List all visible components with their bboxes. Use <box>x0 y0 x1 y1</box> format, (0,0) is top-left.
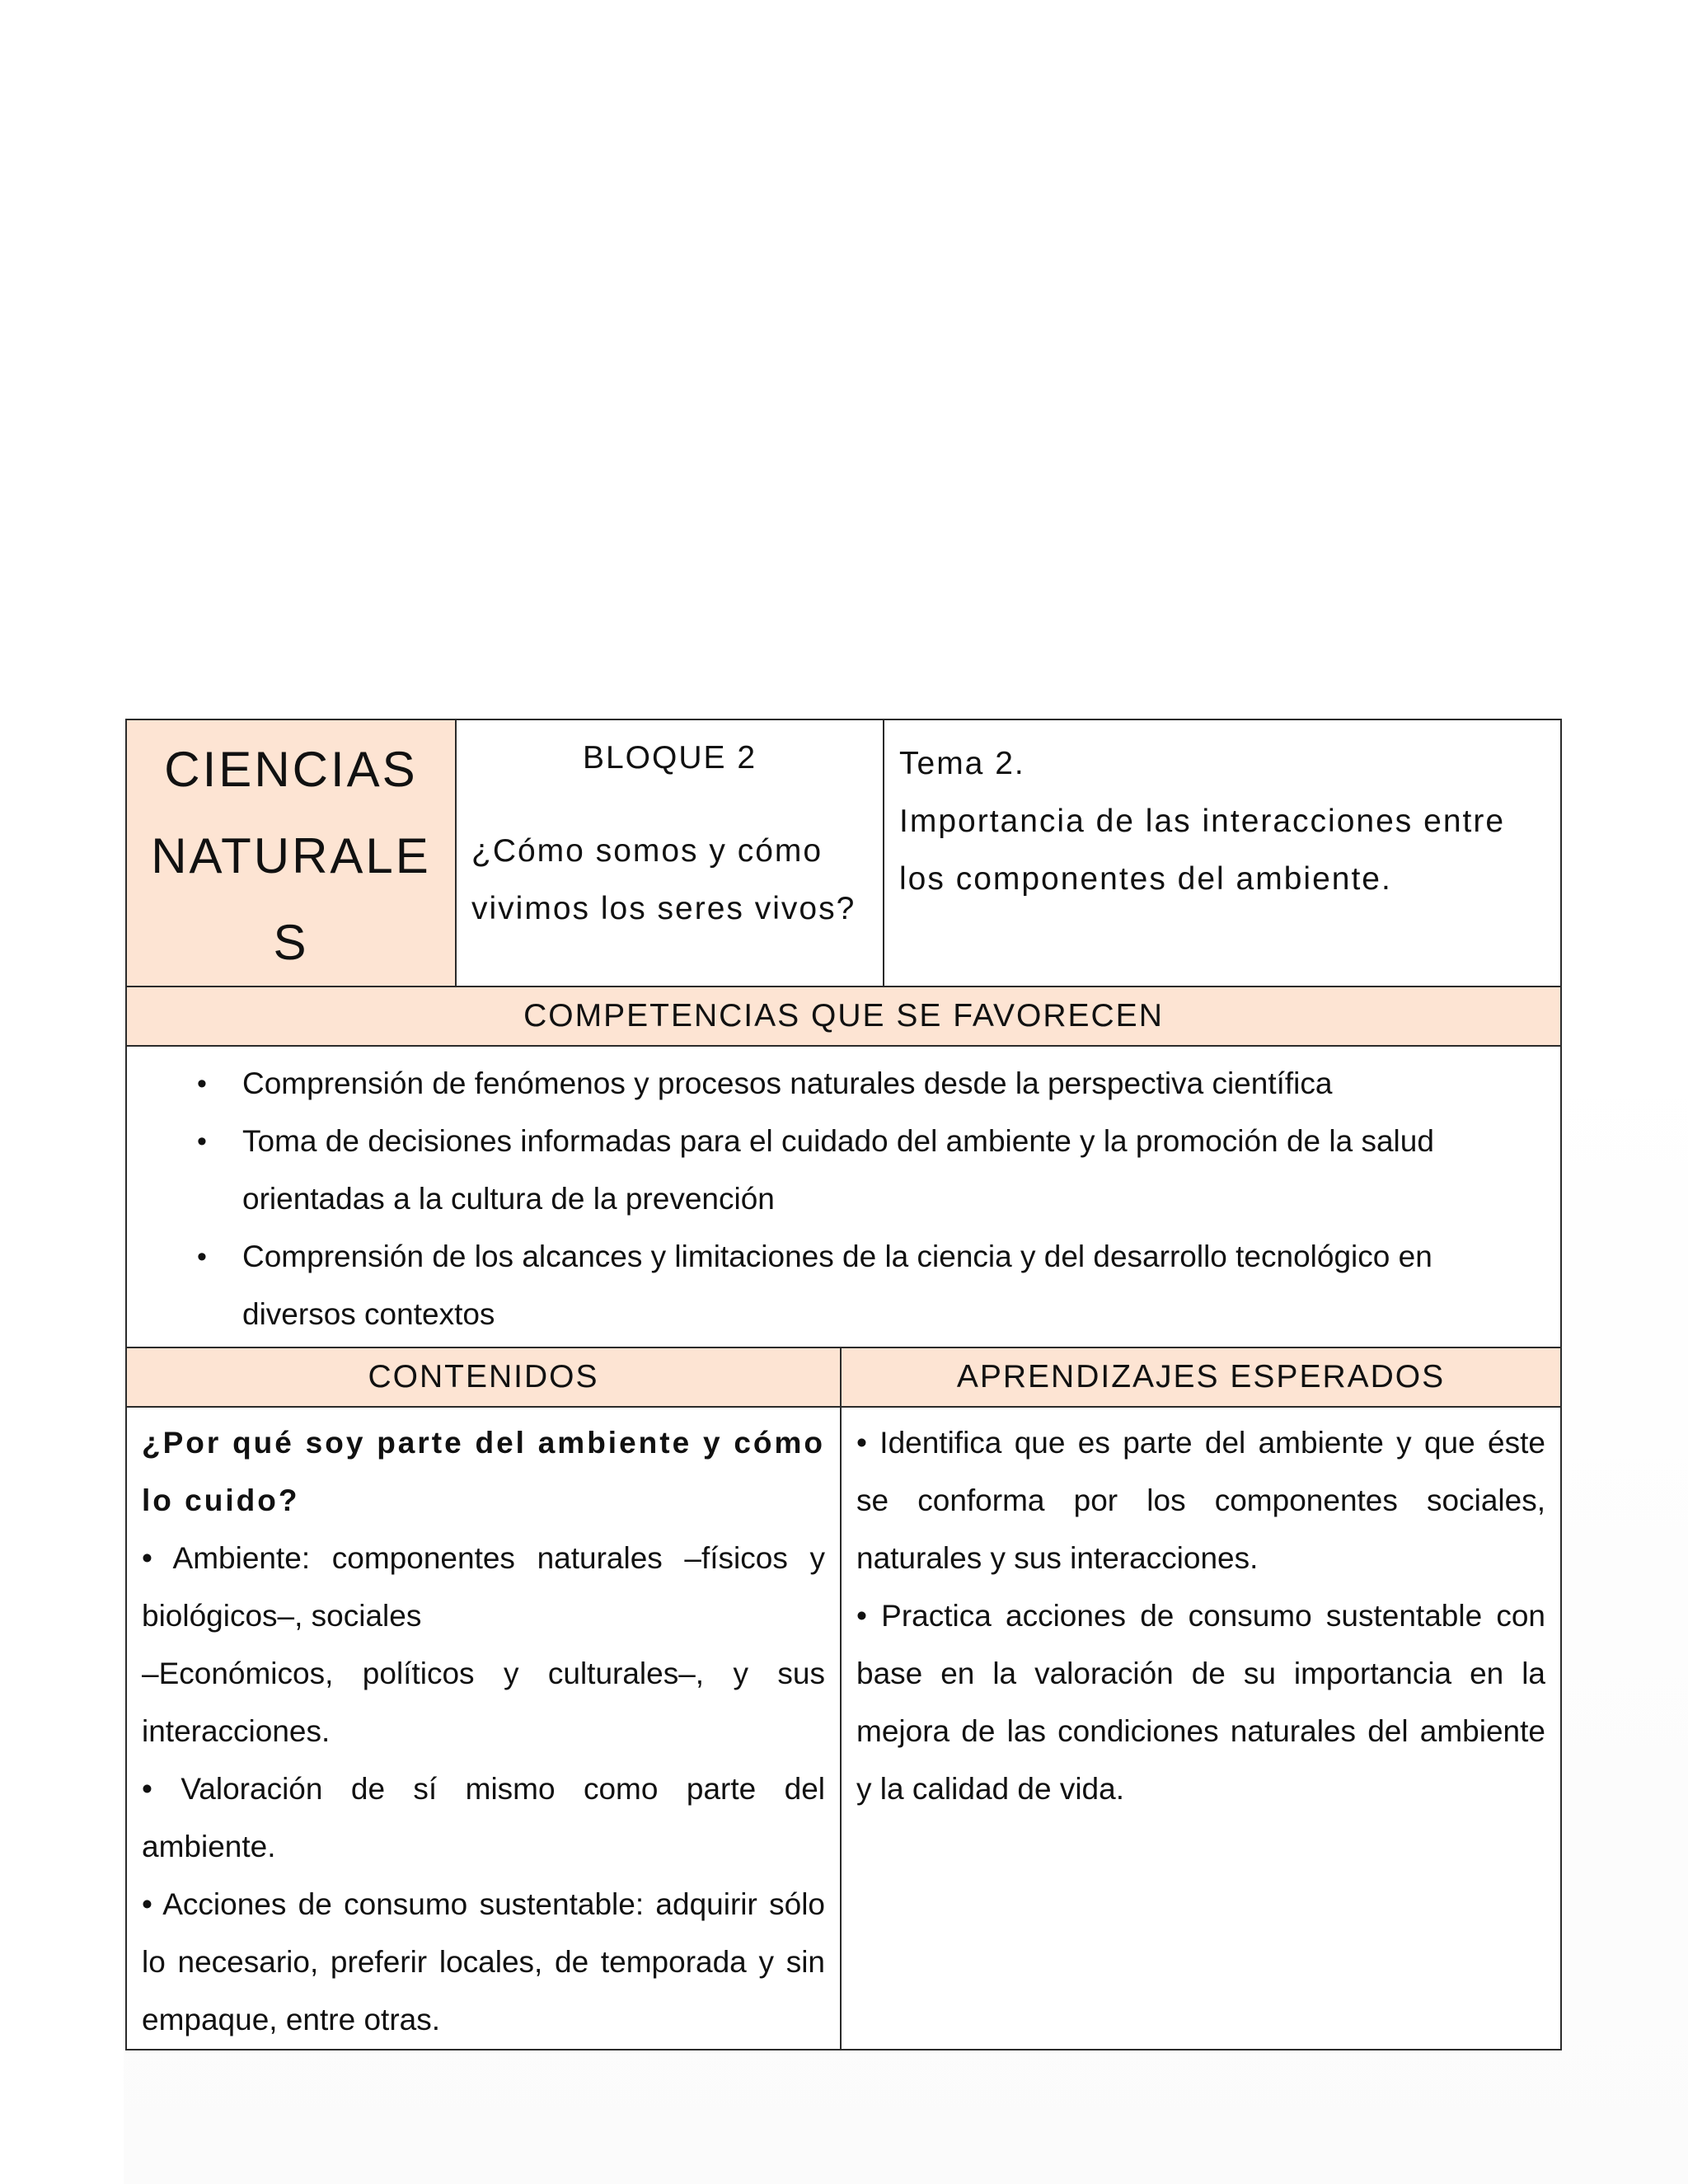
competencias-heading: COMPETENCIAS QUE SE FAVORECEN <box>126 987 1561 1046</box>
competencias-row <box>126 1046 1561 1347</box>
header-row <box>126 719 1561 987</box>
contenidos-paragraph: • Ambiente: componentes naturales –físicos y biológicos–, sociales <box>142 1541 825 1633</box>
aprendizajes-paragraph: • Identifica que es parte del ambiente y que éste se conforma por los componentes sociales, naturales y sus interacciones. <box>856 1426 1545 1575</box>
competencias-heading-row <box>126 987 1561 1046</box>
tema-text: Importancia de las interacciones entre los componentes del ambiente. <box>899 804 1506 897</box>
competencia-item: • Comprensión de los alcances y limitaciones de la ciencia y del desarrollo tecnológico en diversos contextos <box>242 1228 1544 1343</box>
competencias-list <box>127 1055 1544 1343</box>
tema-label: Tema 2. <box>899 746 1025 781</box>
bullet-icon: • <box>197 1126 207 1157</box>
tema-cell <box>884 719 1561 987</box>
content-row <box>126 1407 1561 2050</box>
aprendizajes-cell <box>841 1407 1561 2050</box>
contenidos-paragraph: • Acciones de consumo sustentable: adquirir sólo lo necesario, preferir locales, de temporada y sin empaque, entre otras. <box>142 1887 825 2036</box>
lesson-plan-table <box>125 719 1562 2050</box>
contenidos-question: ¿Por qué soy parte del ambiente y cómo lo cuido? <box>142 1426 825 1517</box>
bloque-title: BLOQUE 2 <box>582 740 757 776</box>
aprendizajes-heading: APRENDIZAJES ESPERADOS <box>841 1347 1561 1407</box>
bullet-icon: • <box>197 1241 207 1272</box>
subject-line-1: CIENCIAS <box>164 741 418 797</box>
contenidos-paragraph: –Económicos, políticos y culturales–, y sus interacciones. <box>142 1657 825 1748</box>
subject-line-2: NATURALE <box>151 827 431 883</box>
contenidos-paragraph: • Valoración de sí mismo como parte del ambiente. <box>142 1772 825 1863</box>
section-heading-row <box>126 1347 1561 1407</box>
bloque-question: ¿Cómo somos y cómo vivimos los seres vivos? <box>471 833 856 926</box>
competencia-item: • Toma de decisiones informadas para el cuidado del ambiente y la promoción de la salud orientadas a la cultura de la prevención <box>242 1113 1544 1228</box>
subject-cell <box>126 719 456 987</box>
aprendizajes-paragraph: • Practica acciones de consumo sustentable con base en la valoración de su importancia en la mejora de las condiciones naturales del ambiente y la calidad de vida. <box>856 1599 1545 1806</box>
competencia-item: • Comprensión de fenómenos y procesos naturales desde la perspectiva científica <box>242 1055 1544 1113</box>
contenidos-heading: CONTENIDOS <box>126 1347 841 1407</box>
bloque-cell <box>456 719 884 987</box>
contenidos-cell <box>126 1407 841 2050</box>
bullet-icon: • <box>197 1068 207 1099</box>
subject-line-3: S <box>273 914 309 970</box>
competencias-cell <box>126 1046 1561 1347</box>
